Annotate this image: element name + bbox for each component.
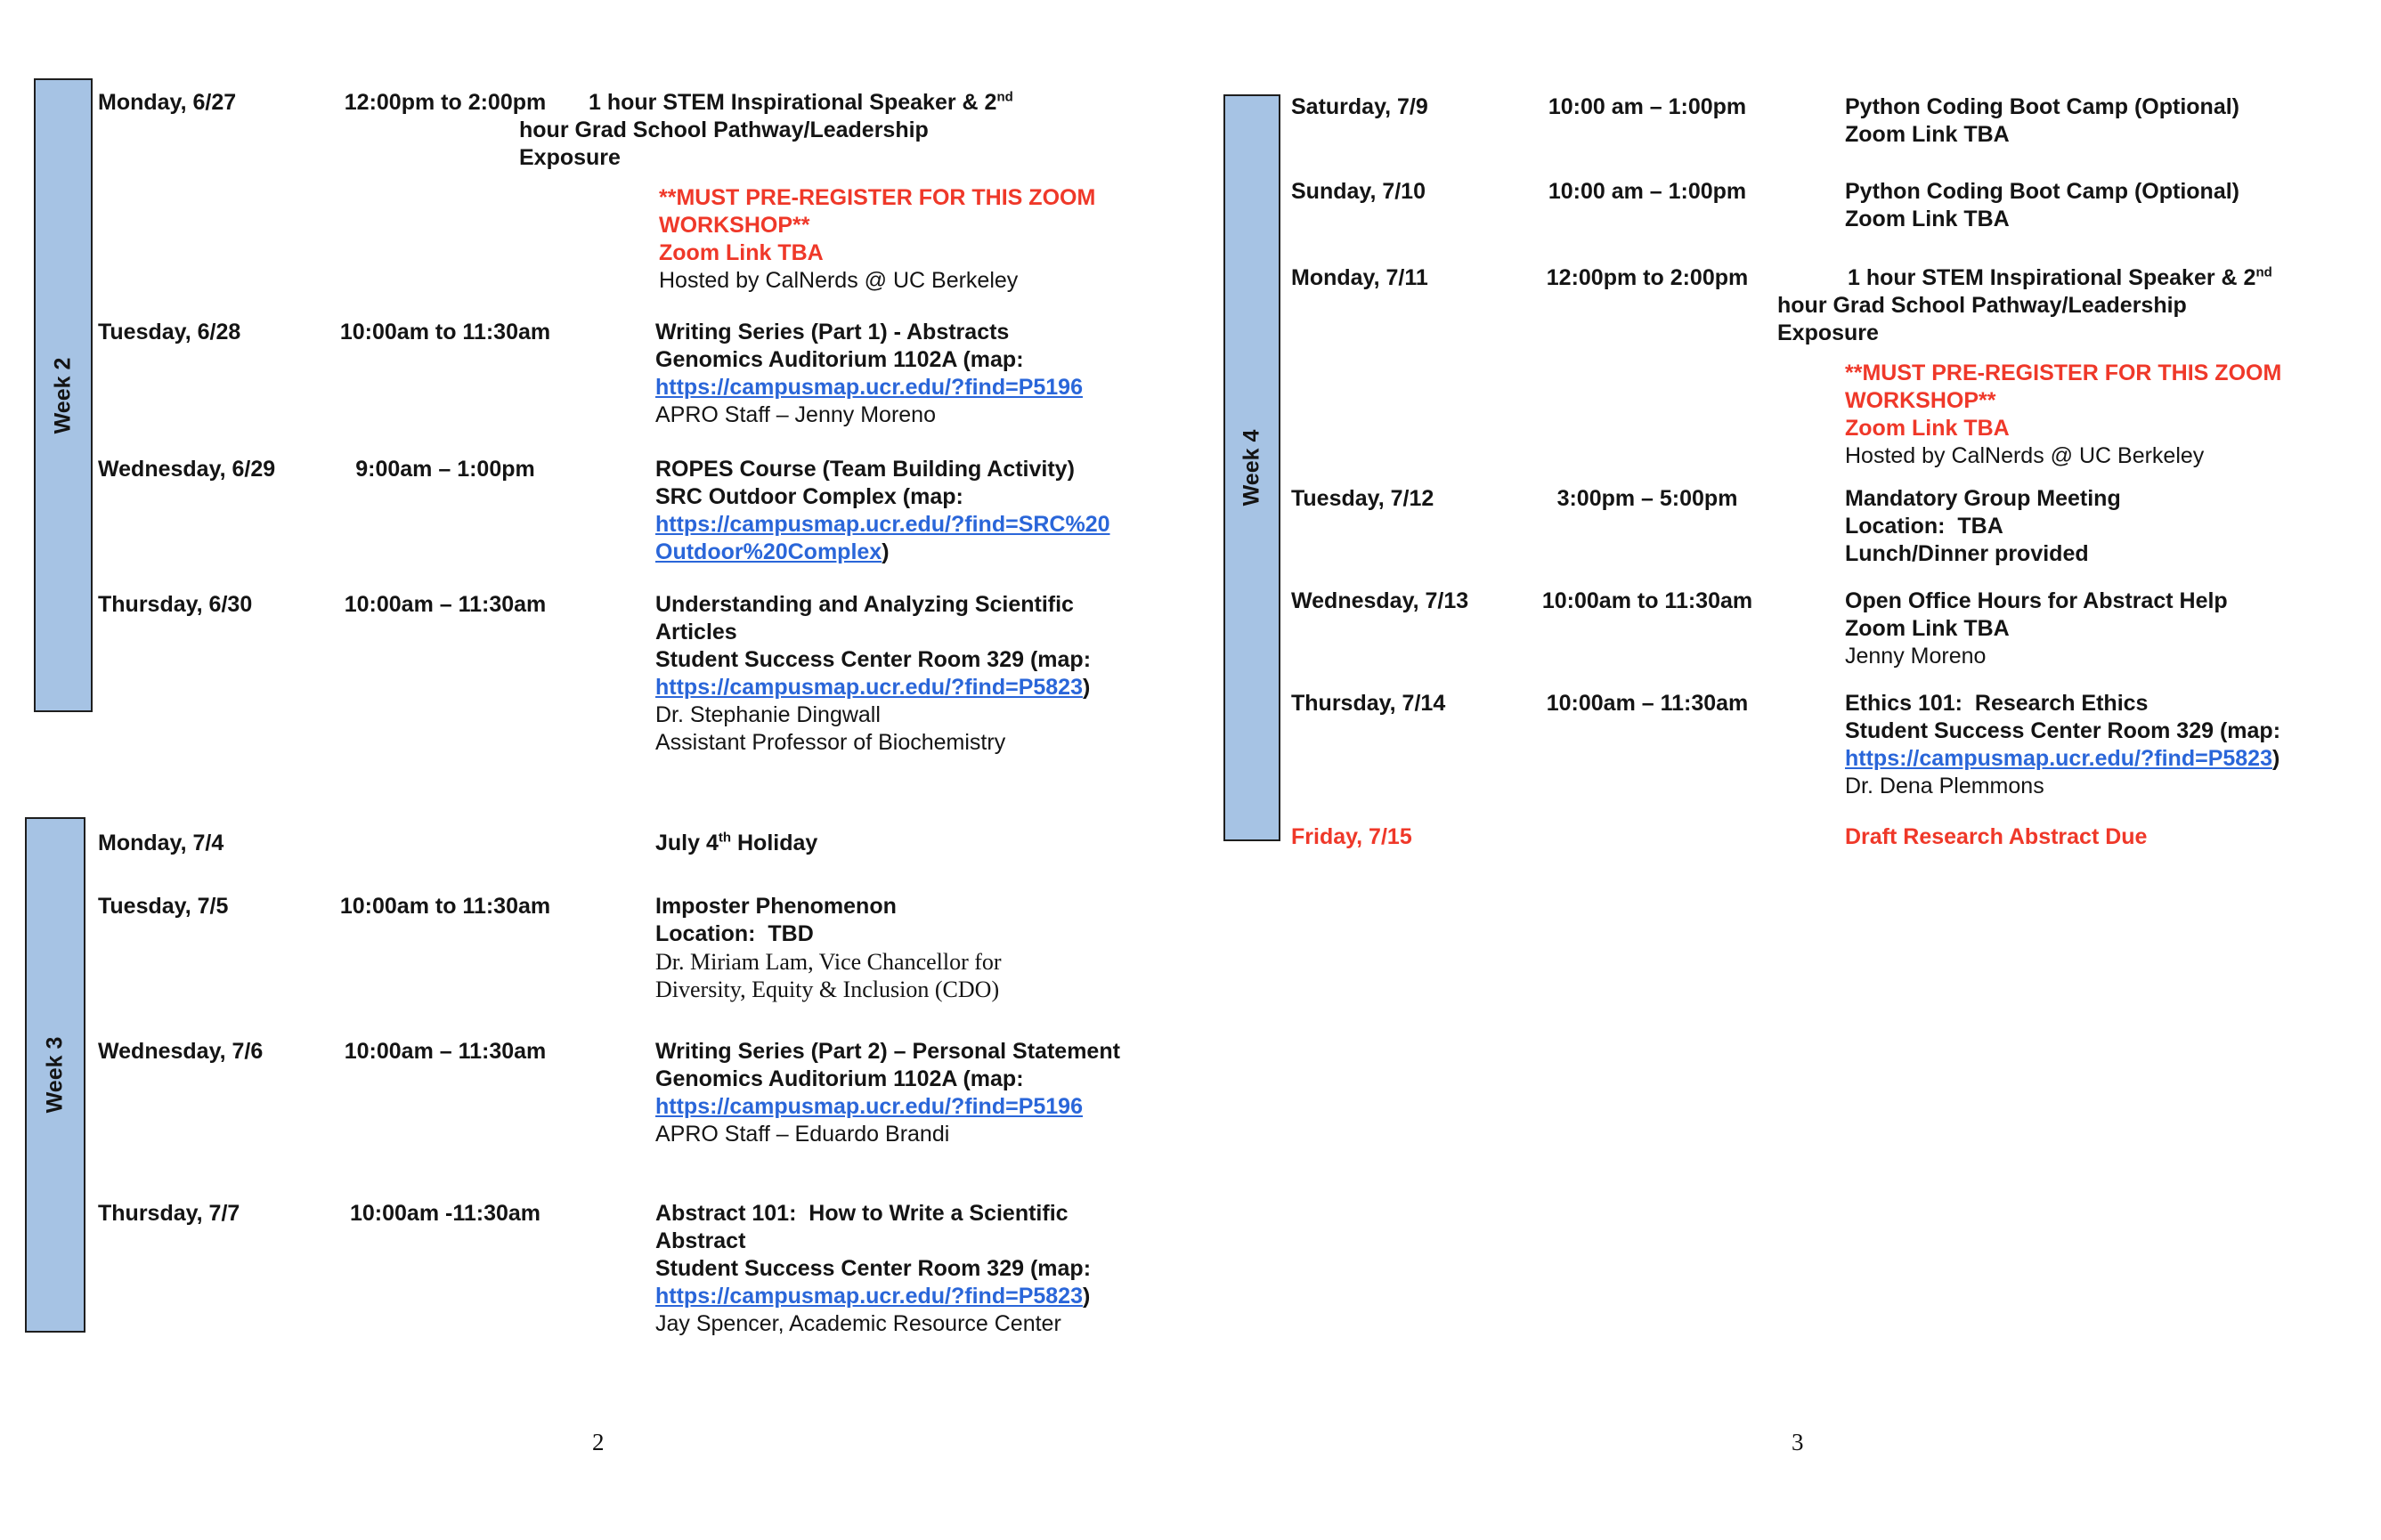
page-number-right: 3 bbox=[1792, 1429, 1804, 1455]
day-label: Tuesday, 7/5 bbox=[98, 894, 229, 919]
day-label: Saturday, 7/9 bbox=[1291, 94, 1428, 119]
event-line: hour Grad School Pathway/Leadership bbox=[519, 118, 929, 142]
time-label: 12:00pm to 2:00pm bbox=[1546, 265, 1749, 290]
event-line: Open Office Hours for Abstract Help bbox=[1845, 588, 2228, 613]
event-line-deadline: Draft Research Abstract Due bbox=[1845, 824, 2148, 849]
week4-label: Week 4 bbox=[1239, 429, 1264, 507]
day-label: Tuesday, 6/28 bbox=[98, 320, 241, 344]
time-label: 10:00am – 11:30am bbox=[344, 1039, 547, 1064]
event-line: Jenny Moreno bbox=[1845, 644, 1987, 669]
event-line: Python Coding Boot Camp (Optional) bbox=[1845, 94, 2239, 119]
event-block bbox=[1777, 264, 2281, 470]
page-number-left: 2 bbox=[592, 1429, 605, 1455]
event-line: Outdoor%20Complex) bbox=[655, 539, 890, 564]
event-block bbox=[655, 1038, 1120, 1148]
event-line: Diversity, Equity & Inclusion (CDO) bbox=[655, 977, 1000, 1002]
event-line: Genomics Auditorium 1102A (map: bbox=[655, 347, 1024, 372]
event-line-warning: **MUST PRE-REGISTER FOR THIS ZOOM bbox=[1845, 361, 2282, 385]
event-line: Zoom Link TBA bbox=[1845, 207, 2010, 231]
time-label: 10:00am to 11:30am bbox=[339, 320, 551, 344]
campus-map-link[interactable]: https://campusmap.ucr.edu/?find=P5823 bbox=[655, 675, 1083, 700]
event-line: https://campusmap.ucr.edu/?find=P5823) bbox=[1845, 746, 2280, 771]
event-line: Python Coding Boot Camp (Optional) bbox=[1845, 179, 2239, 204]
ordinal-superscript: nd bbox=[2255, 264, 2272, 280]
event-line bbox=[655, 1093, 1120, 1121]
event-line: Student Success Center Room 329 (map: bbox=[655, 647, 1092, 672]
day-label-deadline: Friday, 7/15 bbox=[1291, 824, 1412, 849]
day-label: Thursday, 6/30 bbox=[98, 592, 253, 617]
event-line-warning: Zoom Link TBA bbox=[659, 240, 824, 265]
event-line: Imposter Phenomenon bbox=[655, 894, 897, 919]
event-line: Abstract 101: How to Write a Scientific bbox=[655, 1201, 1069, 1226]
event-line: Assistant Professor of Biochemistry bbox=[655, 730, 1006, 755]
day-label: Monday, 6/27 bbox=[98, 90, 237, 115]
event-line-warning: WORKSHOP** bbox=[1845, 388, 1996, 413]
event-line: 1 hour STEM Inspirational Speaker & 2nd bbox=[589, 89, 1013, 115]
time-label: 10:00 am – 1:00pm bbox=[1548, 179, 1747, 204]
event-line: Abstract bbox=[655, 1228, 746, 1253]
event-block bbox=[1845, 690, 2280, 800]
event-line: Student Success Center Room 329 (map: bbox=[655, 1256, 1092, 1281]
event-block bbox=[655, 893, 1002, 1003]
event-line: Zoom Link TBA bbox=[1845, 616, 2010, 641]
day-label: Wednesday, 7/6 bbox=[98, 1039, 264, 1064]
event-line: https://campusmap.ucr.edu/?find=P5823) bbox=[655, 675, 1091, 700]
week4-bar bbox=[1223, 94, 1280, 841]
time-label: 9:00am – 1:00pm bbox=[355, 457, 535, 482]
event-block bbox=[1845, 485, 2121, 568]
day-label: Monday, 7/4 bbox=[98, 831, 224, 855]
event-line: Writing Series (Part 2) – Personal Statement bbox=[655, 1039, 1120, 1064]
event-block bbox=[655, 591, 1091, 757]
event-line-warning: WORKSHOP** bbox=[659, 213, 810, 238]
event-line: Location: TBD bbox=[655, 921, 814, 946]
event-line: Exposure bbox=[1777, 320, 1879, 345]
campus-map-link[interactable]: https://campusmap.ucr.edu/?find=SRC%20 bbox=[655, 512, 1110, 537]
event-block bbox=[655, 456, 1110, 566]
event-block bbox=[1845, 823, 2147, 851]
event-line-warning: Zoom Link TBA bbox=[1845, 416, 2010, 441]
event-line-warning: **MUST PRE-REGISTER FOR THIS ZOOM bbox=[659, 185, 1096, 210]
event-line: Genomics Auditorium 1102A (map: bbox=[655, 1066, 1024, 1091]
event-line: Understanding and Analyzing Scientific bbox=[655, 592, 1074, 617]
time-label: 10:00am – 11:30am bbox=[1546, 691, 1749, 716]
day-label: Wednesday, 6/29 bbox=[98, 457, 276, 482]
day-label: Monday, 7/11 bbox=[1291, 265, 1428, 290]
event-block bbox=[655, 319, 1083, 429]
event-line: Mandatory Group Meeting bbox=[1845, 486, 2121, 511]
event-line: ROPES Course (Team Building Activity) bbox=[655, 457, 1075, 482]
event-line: Dr. Stephanie Dingwall bbox=[655, 702, 881, 727]
event-line: Student Success Center Room 329 (map: bbox=[1845, 718, 2281, 743]
event-line: Hosted by CalNerds @ UC Berkeley bbox=[659, 268, 1019, 293]
time-label: 10:00am – 11:30am bbox=[344, 592, 547, 617]
week3-label: Week 3 bbox=[42, 1036, 68, 1114]
event-line: Zoom Link TBA bbox=[1845, 122, 2010, 147]
time-label: 10:00 am – 1:00pm bbox=[1548, 94, 1747, 119]
time-label: 10:00am to 11:30am bbox=[339, 894, 551, 919]
event-line bbox=[655, 374, 1083, 401]
campus-map-link[interactable]: https://campusmap.ucr.edu/?find=P5196 bbox=[655, 375, 1083, 400]
event-line: Ethics 101: Research Ethics bbox=[1845, 691, 2149, 716]
day-label: Sunday, 7/10 bbox=[1291, 179, 1426, 204]
event-line: July 4th Holiday bbox=[655, 830, 818, 855]
event-line: Writing Series (Part 1) - Abstracts bbox=[655, 320, 1010, 344]
campus-map-link[interactable]: https://campusmap.ucr.edu/?find=P5823 bbox=[655, 1284, 1083, 1309]
event-line: APRO Staff – Eduardo Brandi bbox=[655, 1122, 950, 1147]
event-line: Lunch/Dinner provided bbox=[1845, 541, 2089, 566]
ordinal-superscript: nd bbox=[996, 89, 1013, 105]
event-line: 1 hour STEM Inspirational Speaker & 2nd bbox=[1848, 264, 2272, 290]
event-block bbox=[655, 1200, 1091, 1338]
campus-map-link[interactable]: https://campusmap.ucr.edu/?find=P5196 bbox=[655, 1094, 1083, 1119]
event-line: Hosted by CalNerds @ UC Berkeley bbox=[1845, 443, 2205, 468]
campus-map-link[interactable]: https://campusmap.ucr.edu/?find=P5823 bbox=[1845, 746, 2272, 771]
day-label: Wednesday, 7/13 bbox=[1291, 588, 1469, 613]
event-line: hour Grad School Pathway/Leadership bbox=[1777, 293, 2187, 318]
event-block bbox=[519, 89, 1095, 295]
event-line: https://campusmap.ucr.edu/?find=P5823) bbox=[655, 1284, 1091, 1309]
event-line: Dr. Dena Plemmons bbox=[1845, 774, 2044, 798]
event-line: SRC Outdoor Complex (map: bbox=[655, 484, 963, 509]
event-line: Exposure bbox=[519, 145, 621, 170]
week2-bar bbox=[34, 78, 93, 712]
campus-map-link[interactable]: Outdoor%20Complex bbox=[655, 539, 882, 564]
event-line: Location: TBA bbox=[1845, 514, 2003, 539]
event-block bbox=[1845, 93, 2239, 149]
event-line: Articles bbox=[655, 620, 737, 644]
event-line: APRO Staff – Jenny Moreno bbox=[655, 402, 936, 427]
event-line: Jay Spencer, Academic Resource Center bbox=[655, 1311, 1061, 1336]
week3-bar bbox=[25, 817, 85, 1333]
day-label: Thursday, 7/7 bbox=[98, 1201, 240, 1226]
event-block bbox=[1845, 178, 2239, 233]
event-line: Dr. Miriam Lam, Vice Chancellor for bbox=[655, 949, 1002, 975]
time-label: 10:00am to 11:30am bbox=[1541, 588, 1753, 613]
event-block bbox=[1845, 588, 2228, 670]
time-label: 10:00am -11:30am bbox=[349, 1201, 541, 1226]
ordinal-superscript: th bbox=[718, 830, 732, 846]
event-line bbox=[655, 511, 1110, 539]
time-label: 12:00pm to 2:00pm bbox=[344, 90, 547, 115]
time-label: 3:00pm – 5:00pm bbox=[1556, 486, 1738, 511]
day-label: Thursday, 7/14 bbox=[1291, 691, 1446, 716]
event-block bbox=[655, 830, 817, 857]
day-label: Tuesday, 7/12 bbox=[1291, 486, 1434, 511]
week2-label: Week 2 bbox=[50, 357, 76, 434]
